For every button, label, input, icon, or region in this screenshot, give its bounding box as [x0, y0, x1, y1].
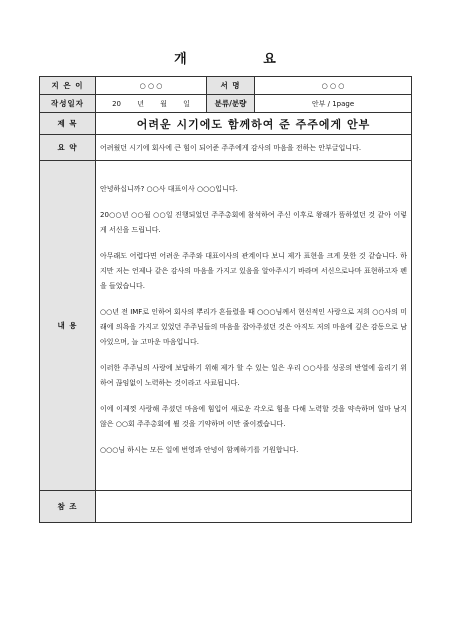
content-paragraph: ○○○님 하시는 모든 일에 번영과 안녕이 함께하기를 기원합니다.: [100, 446, 299, 454]
content-label: 내 용: [40, 161, 96, 491]
content-paragraph: 아무래도 어렵다면 어려운 주주와 대표이사의 관계이다 보니 제가 표현을 크게 못한 것 같습니다. 하지만 저는 언제나 같은 감사의 마음을 가지고 있음을 알아주시기 바라며 서신으로나마 표현하고자 펜을 들었습니다.: [100, 252, 407, 290]
author-row: [40, 77, 412, 95]
reference-value: [96, 491, 412, 523]
category-value: 안부 / 1page: [255, 95, 412, 113]
date-row: [40, 95, 412, 113]
content-row: [40, 161, 412, 491]
summary-label: 요 약: [40, 135, 96, 161]
signature-label: 서 명: [207, 77, 255, 95]
reference-label: 참 조: [40, 491, 96, 523]
content-paragraph: ○○년 전 IMF로 인하여 회사의 뿌리가 흔들렸을 때 ○○○님께서 현신적인 사랑으로 저희 ○○사의 미래에 의욕을 가지고 있었던 주주님들의 마음을 잡아주셨던 것은 아직도 저의 마음에 깊은 감동으로 남아있으며, 늘 고마운 마음입니다.: [100, 308, 407, 346]
reference-row: [40, 491, 412, 523]
document-title: 개 요: [174, 52, 312, 67]
summary-value: 어려웠던 시기에 회사에 큰 힘이 되어준 주주에게 감사의 마음을 전하는 안부글입니다.: [96, 135, 412, 161]
date-value: 20 년 월 일: [96, 95, 207, 113]
author-label: 지 은 이: [40, 77, 96, 95]
subject-label: 제 목: [40, 113, 96, 135]
subject-row: [40, 113, 412, 135]
content-paragraph: 안녕하십니까? ○○사 대표이사 ○○○입니다.: [100, 185, 238, 193]
content-paragraph: 이에 이제껏 사랑해 주셨던 마음에 힘입어 새로운 각오로 힘을 다해 노력할 것을 약속하며 얼마 남지 않은 ○○회 주주총회에 뵐 것을 기약하며 이만 줄이겠습니다.: [100, 405, 407, 428]
signature-value: ○ ○ ○: [255, 77, 412, 95]
date-label: 작성일자: [40, 95, 96, 113]
subject-value: 어려운 시기에도 함께하여 준 주주에게 안부: [96, 113, 412, 135]
summary-row: [40, 135, 412, 161]
overview-table: [39, 76, 412, 523]
content-body: [96, 161, 412, 491]
category-label: 분류/분량: [207, 95, 255, 113]
author-value: ○ ○ ○: [96, 77, 207, 95]
content-paragraph: 이러한 주주님의 사랑에 보답하기 위해 제가 할 수 있는 일은 우리 ○○사를 성공의 반열에 올리기 위하여 끊임없이 노력하는 것이라고 사료됩니다.: [100, 364, 407, 387]
content-paragraph: 20○○년 ○○월 ○○일 진행되었던 주주총회에 참석하여 주신 이후로 왕래가 뜸하였던 것 같아 이렇게 서신을 드립니다.: [100, 211, 407, 234]
